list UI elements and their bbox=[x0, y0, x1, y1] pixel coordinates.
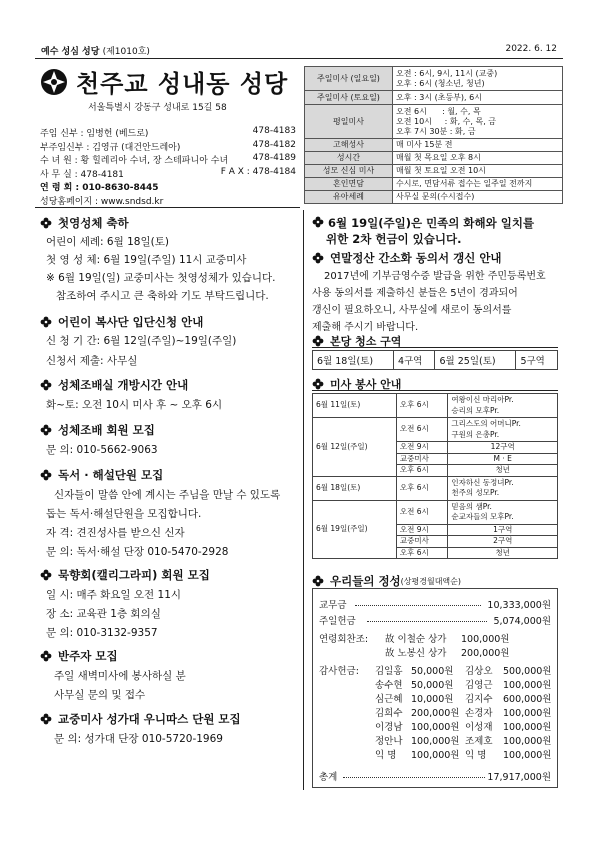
table-row: 고해성사 매 미사 15분 전 bbox=[305, 139, 563, 152]
section-first-communion: 첫영성체 축하 bbox=[40, 215, 129, 231]
staff-row: 사 무 실 : 478-4181 F A X : 478-4184 bbox=[40, 166, 296, 180]
offering-box bbox=[312, 588, 558, 788]
text-line: 장 소: 교육관 1층 회의실 bbox=[46, 608, 161, 620]
table-row: 6월 12일(주일) 오전 6시 그리스도의 어머니Pr. 구원의 은총Pr. bbox=[313, 418, 558, 442]
offering-row: 정안나 100,000원 조제호 100,000원 bbox=[375, 736, 552, 747]
offering-row: 연령회찬조: 故 이철순 상가 100,000원 bbox=[319, 634, 510, 645]
table-row: 교중미사 2구역 bbox=[313, 536, 558, 548]
section-mass-duty: 미사 봉사 안내 bbox=[312, 377, 558, 391]
flower-icon bbox=[40, 650, 52, 662]
text-line: 주일 새벽미사에 봉사하실 분 bbox=[54, 670, 186, 682]
page-title bbox=[40, 64, 288, 99]
flower-icon bbox=[312, 216, 324, 228]
flower-icon bbox=[40, 569, 52, 581]
text-line: 제출해 주시기 바랍니다. bbox=[312, 322, 419, 333]
section-offering: 우리들의 정성 (상평경월대액순) bbox=[312, 573, 461, 589]
table-row: 6월 19일(주일) 오전 6시 믿음의 샘Pr. 순교자들의 모후Pr. bbox=[313, 500, 558, 524]
paper-name: 예수 성심 성당 (제1010호) bbox=[41, 47, 150, 57]
table-row: 주일미사 (일요일) 오전 : 6시, 9시, 11시 (교중) 오후 : 6시 (청소년, 청년) bbox=[305, 67, 563, 91]
text-line: 사용 동의서를 제출하신 분들은 5년이 경과되어 bbox=[312, 288, 518, 299]
column-divider bbox=[303, 210, 304, 790]
section-altar-server: 어린이 복사단 입단신청 안내 bbox=[40, 314, 203, 330]
offering-row: 김희수 200,000원 손경자 100,000원 bbox=[375, 708, 552, 719]
header-divider bbox=[35, 207, 300, 208]
table-row: 혼인면담 수시로, 면담서류 접수는 일주일 전까지 bbox=[305, 178, 563, 191]
text-line: 어린이 세례: 6월 18일(토) bbox=[46, 236, 169, 248]
text-line: 신 청 기 간: 6월 12일(주일)~19일(주일) bbox=[46, 335, 237, 347]
flower-icon bbox=[312, 575, 324, 587]
text-line: 첫 영 성 체: 6월 19일(주일) 11시 교중미사 bbox=[46, 254, 247, 266]
text-line: 참조하여 주시고 큰 축하와 기도 부탁드립니다. bbox=[56, 290, 269, 302]
text-line: 문 의: 010-5662-9063 bbox=[46, 444, 158, 456]
offering-total-row: 총계 17,917,000원 bbox=[319, 772, 551, 783]
text-line: 신자들이 말씀 안에 계시는 주님을 만날 수 있도록 bbox=[54, 489, 281, 501]
text-line: 신청서 제출: 사무실 bbox=[46, 355, 138, 367]
flower-icon bbox=[40, 713, 52, 725]
offering-row: 주일헌금 5,074,000원 bbox=[319, 616, 551, 627]
offering-row: 故 노봉신 상가 200,000원 bbox=[385, 648, 510, 659]
parish-address: 서울특별시 강동구 성내로 15길 58 bbox=[88, 103, 227, 113]
issue-date: 2022. 6. 12 bbox=[505, 44, 557, 54]
offering-row: 송수현 50,000원 김영근 100,000원 bbox=[375, 680, 552, 691]
cleaning-table bbox=[312, 350, 558, 370]
flower-icon bbox=[40, 379, 52, 391]
text-line: 갱신이 필요하오니, 사무실에 새로이 동의서를 bbox=[312, 305, 512, 316]
staff-row: 연 령 회 : 010-8630-8445 bbox=[40, 183, 159, 193]
section-tax-consent: 연말정산 간소화 동의서 갱신 안내 bbox=[312, 250, 502, 266]
section-calligraphy-club: 묵향회(캘리그라피) 회원 모집 bbox=[40, 567, 210, 583]
table-row: 유아세례 사무실 문의(수시접수) bbox=[305, 191, 563, 204]
text-line: 사무실 문의 및 접수 bbox=[54, 689, 146, 701]
section-organist-recruit: 반주자 모집 bbox=[40, 648, 118, 664]
offering-row: 익 명 100,000원 익 명 100,000원 bbox=[375, 750, 552, 761]
mass-duty-table bbox=[312, 393, 558, 559]
table-row: 오후 6시 청년 bbox=[313, 547, 558, 559]
table-row: 평일미사 오전 6시 : 월, 수, 목 오전 10시 : 화, 수, 목, 금 오후 7시 30분 : 화, 금 bbox=[305, 105, 563, 139]
text-line: 문 의: 독서·해설 단장 010-5470-2928 bbox=[46, 546, 229, 558]
text-line: 돕는 독서·해설단원을 모집합니다. bbox=[46, 508, 202, 520]
text-line: 2017년에 기부금영수증 발급을 위한 주민등록번호 bbox=[324, 271, 546, 282]
text-line: 자 격: 견진성사를 받으신 신자 bbox=[46, 527, 185, 539]
section-lector-recruit: 독서 · 해설단원 모집 bbox=[40, 467, 163, 483]
table-row: 오후 6시 청년 bbox=[313, 465, 558, 477]
offering-row: 교무금 10,333,000원 bbox=[319, 600, 551, 611]
section-adoration-hours: 성체조배실 개방시간 안내 bbox=[40, 377, 188, 393]
staff-row: 주임 신부 : 임병헌 (베드로) 478-4183 bbox=[40, 126, 296, 139]
offering-row: 심근혜 10,000원 김지수 600,000원 bbox=[375, 694, 552, 705]
flower-icon bbox=[40, 469, 52, 481]
flower-icon bbox=[312, 335, 324, 347]
text-line: ※ 6월 19일(일) 교중미사는 첫영성체가 있습니다. bbox=[46, 272, 276, 284]
text-line: 문 의: 성가대 단장 010-5720-1969 bbox=[54, 733, 223, 745]
top-divider bbox=[35, 58, 563, 59]
mass-schedule-table bbox=[304, 66, 563, 204]
staff-row: 성당홈페이지 : www.sndsd.kr bbox=[40, 196, 164, 207]
table-row: 6월 11일(토) 오후 6시 여왕이신 마리아Pr. 승리의 모후Pr. bbox=[313, 394, 558, 418]
text-line: 화~토: 오전 10시 미사 후 ~ 오후 6시 bbox=[46, 399, 223, 411]
table-row: 교중미사 M · E bbox=[313, 453, 558, 465]
text-line: 일 시: 매주 화요일 오전 11시 bbox=[46, 589, 182, 601]
section-cleaning-area: 본당 청소 구역 bbox=[312, 334, 558, 348]
table-row: 성모 신심 미사 매월 첫 토요일 오전 10시 bbox=[305, 165, 563, 178]
section-choir-recruit: 교중미사 성가대 우니따스 단원 모집 bbox=[40, 711, 241, 727]
flower-icon bbox=[312, 378, 324, 390]
staff-row: 수 녀 원 : 황 힐레리아 수녀, 장 스테파니아 수녀 478-4189 bbox=[40, 153, 296, 166]
second-collection-notice: 6월 19일(주일)은 민족의 화해와 일치를 위한 2차 헌금이 있습니다. bbox=[312, 215, 534, 247]
flower-icon bbox=[312, 252, 324, 264]
offering-row: 감사헌금: 김일홍 50,000원 김상오 500,000원 bbox=[319, 666, 552, 677]
table-row: 오전 9시 1구역 bbox=[313, 524, 558, 536]
text-line: 문 의: 010-3132-9357 bbox=[46, 627, 158, 639]
flower-icon bbox=[40, 424, 52, 436]
parish-name: 천주교 성내동 성당 bbox=[76, 69, 289, 98]
flower-icon bbox=[40, 217, 52, 229]
staff-row: 부주임신부 : 김영규 (대건안드레아) 478-4182 bbox=[40, 139, 296, 153]
section-adoration-members: 성체조배 회원 모집 bbox=[40, 422, 155, 438]
staff-list bbox=[40, 126, 296, 207]
parish-logo-icon bbox=[40, 68, 68, 96]
table-row: 6월 18일(토) 4구역 6월 25일(토) 5구역 bbox=[313, 351, 558, 370]
table-row: 오전 9시 12구역 bbox=[313, 442, 558, 454]
flower-icon bbox=[40, 316, 52, 328]
table-row: 주일미사 (토요일) 오후 : 3시 (초등부), 6시 bbox=[305, 91, 563, 105]
table-row: 6월 18일(토) 오후 6시 인자하신 동정녀Pr. 천주의 성모Pr. bbox=[313, 476, 558, 500]
offering-row: 이경남 100,000원 이성재 100,000원 bbox=[375, 722, 552, 733]
table-row: 성시간 매월 첫 목요일 오후 8시 bbox=[305, 152, 563, 165]
